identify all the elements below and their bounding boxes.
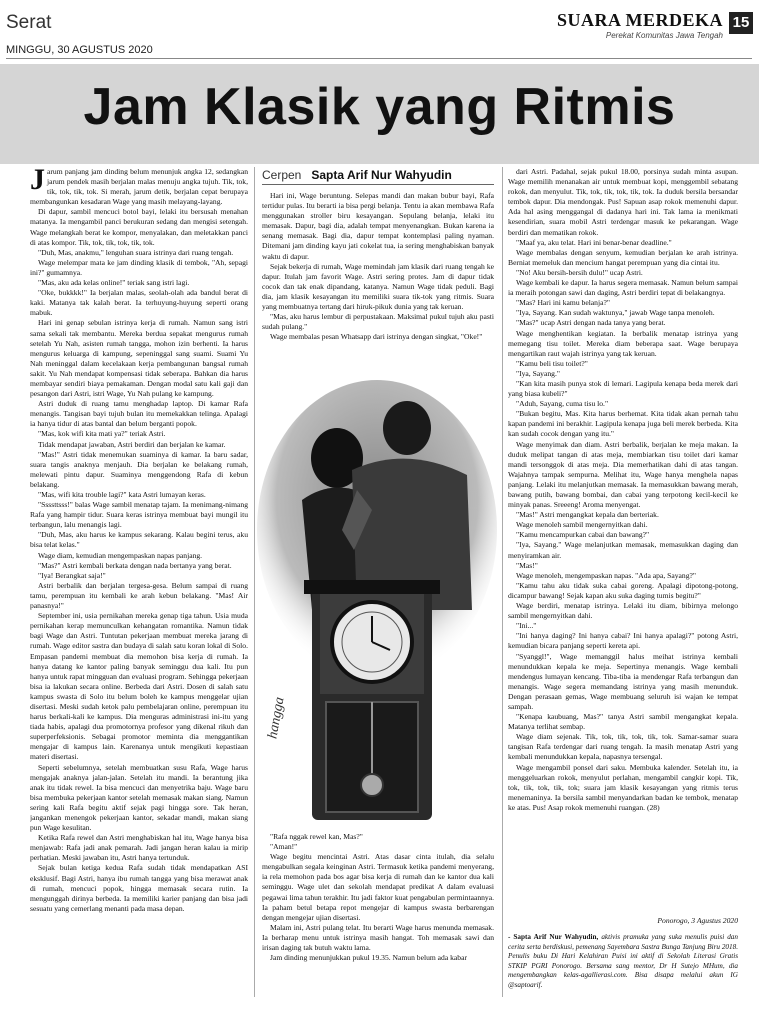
paragraph: Malam ini, Astri pulang telat. Itu berarti Wage harus menunda memasak. Ia berharap menu untuk istrinya masih hangat. Toh memasak sawi dan irisan daging tak butuh waktu lama.: [262, 922, 494, 953]
bio-text: aktivis pramuka yang suka menulis puisi dan cerita serta berdiskusi, pemenang Sayembara Sastra Bunga Tanjung Biru 2018. Penulis buku Di Hari Kelahiran Puisi ini aktif di Sekolah Literasi Gratis STKIP PGRI Ponorogo. Bersama sang mentor, Dr H Sutejo MHum, dia mengembangkan kelas-agallierasi.com. Bisa disapa melalui akun IG @saptoarif.: [508, 933, 738, 989]
paragraph: Astri duduk di ruang tamu menghadap laptop. Di kamar Rafa menangis. Tangisan bayi tujuh bulan itu memekakkan telinga. Apalagi ia hanya tidur di atas bantal dan belum berganti popok.: [30, 399, 248, 429]
paragraph: Wage melempar mata ke jam dinding klasik di tembok, "Ah, sepagi ini?" gumamnya.: [30, 257, 248, 277]
paragraph: "Aman!": [270, 842, 298, 852]
byline-rule: [262, 184, 494, 185]
paragraph: Jarum panjang jam dinding belum menunjuk angka 12, sedangkan jarum pendek masih berjalan malas menuju angka tujuh. Tik, tok, tik, tok, tik, tok. Si merah, jarum detik, berjalan cepat berupaya membangunkan kesadaran Wage yang masih melayang-layang.: [30, 167, 248, 207]
column-2-top: [262, 191, 494, 386]
paragraph: "Mas, aku ada kelas online!" teriak sang istri lagi.: [38, 278, 190, 288]
paragraph: "Iya, Sayang. Kan sudah waktunya," jawab Wage tanpa menoleh.: [516, 308, 715, 318]
paragraph: "Mas, wifi kita trouble lagi?" kata Astri lumayan keras.: [38, 490, 206, 499]
column-3: [508, 167, 738, 987]
paragraph: "Duh, Mas, anakmu," lenguhan suara istrinya dari ruang tengah.: [38, 247, 234, 257]
paragraph: "Mas?" Astri kembali berkata dengan nada bertanya yang berat.: [38, 560, 232, 570]
paragraph: Wage membalas dengan senyum, kemudian berjalan ke arah istrinya. Berniat memeluk dan mencium hangat perempuan yang dia cintai itu.: [508, 247, 738, 267]
paragraph: "Iya, Sayang.": [516, 368, 560, 378]
paragraph: "No! Aku bersih-bersih dulu!" ucap Astri.: [516, 267, 643, 277]
paragraph: "Oke, bukkkk!" Ia berjalan malas, seolah-olah ada bandul berat di kaki. Matanya tak kalah berat. Ia terhuyung-huyung seperti orang mabuk.: [30, 288, 248, 318]
paragraph: "Ini...": [516, 621, 537, 631]
paragraph: Wage diam sejenak. Tik, tok, tik, tok, tik, tok. Samar-samar suara tangisan Rafa terdengar dari ruang tengah. Ia masih menatap Astri yang kembali menundukkan kepala, napasnya tersengal.: [508, 732, 738, 762]
paragraph: Wage berdiri, menatap istrinya. Lelaki itu diam, bibirnya melongo sambil mengernyitkan dahi.: [508, 601, 738, 621]
paragraph: Wage menoleh sambil mengernyitkan dahi.: [516, 520, 648, 530]
paragraph: "Mas!" Astri tidak menemukan suaminya di kamar. Ia baru sadar, suara tangis anaknya menjauh. Dia berjalan ke belakang rumah, melewati pintu dapur. Suaminya menggendong Rafa di kebun belakang.: [30, 449, 248, 489]
paragraph: "Kenapa kaubuang, Mas?" tanya Astri sambil mengangkat kepala. Matanya terlihat sembap.: [508, 712, 738, 732]
pendulum-clock: [304, 580, 440, 820]
paragraph: dari Astri. Padahal, sejak pukul 18.00, porsinya sudah minta asupan. Wage memilih menanakan air untuk membuat kopi, menggembil sebatang rokok, dan menyulut. Tik, tok, tik, tok, tik, tok. Ia duduk bersila bersandar tembok dapur. Dia mendongak. Pus! Sapuan asap rokok memenuhi dapur. Ada hal asing menggangal di dadanya hari ini. Tak lama ia menikmati kesendirian, suara mobil Astri terdengar masuk ke pekarangan. Wage berdiri dan mematikan rokok.: [508, 167, 738, 237]
paragraph: "Kamu tahu aku tidak suka cabai goreng. Apalagi dipotong-potong, dicampur bawang! Sejak kapan aku suka daging tumis begitu?": [508, 580, 738, 600]
author-bio: [508, 933, 738, 1003]
paragraph: "Ini hanya daging? Ini hanya cabai? Ini hanya apalagi?" potong Astri, kemudian bicara panjang seperti kereta api.: [508, 631, 738, 651]
paragraph: Jam dinding menunjukkan pukul 19.35. Namun belum ada kabar: [270, 953, 467, 963]
publication-date: MINGGU, 30 AGUSTUS 2020: [6, 44, 153, 56]
paragraph: Sejak bekerja di rumah, Wage memindah jam klasik dari ruang tengah ke dapur. Itulah jam favorit Wage. Astri sering protes. Jam di dapur tidak cocok dan tak enak dipandang, katanya. Namun Wage tidak peduli. Bagi dia, jam klasik kesayangan itu memiliki suara tik-tok yang ritmis. Suara yang membuatnya tertang dari hiruk-pikuk dunia yang tak keruan.: [262, 261, 494, 312]
paragraph: Wage kembali ke dapur. Ia harus segera memasak. Namun belum sampai ia meraih potongan sawi dan daging, Astri berdiri tepat di belakangnya.: [508, 278, 738, 298]
paragraph: Wage mengambil ponsel dari saku. Membuka kalender. Setelah itu, ia menggeluarkan rokok, menyulut perlahan, mengambil cangkir kopi. Tik, tok, tik, tok, tik, tok; suara jam klasik kesayangan yang ritmis terus menemaninya. Ia bersila sambil menyandarkan badan ke tembok, menatap ke atas. Pus! Asap rokok memenuhi ruangan. (28): [508, 762, 738, 812]
paragraph: "Maaf ya, aku telat. Hari ini benar-benar deadline.": [516, 237, 672, 247]
story-title: Jam Klasik yang Ritmis: [83, 78, 676, 136]
paragraph: Wage menyimak dan diam. Astri berbalik, berjalan ke meja makan. Ia duduk melipat tangan di atas meja, membiarkan tisu toilet dari kamar mandi tersonggok di atas meja. Dia memerhatikan dahi di atas tangan. Wajahnya tampak sempurna. Melihat itu, Wage hanya menghela napas panjang. Lelaki itu melanjutkan memasak. Ia memasukkan bawang merah, bawang putih, bawang bombai, dan cabai yang terpotong kecil-kecil ke minyak panas. Sreeeng! Aroma menyengat.: [508, 439, 738, 510]
paragraph: Hari ini genap sebulan istrinya kerja di rumah. Namun sang istri sama sekali tak membantu. Mereka berdua sepakat mengurus rumah setelah Yu Nah, asisten rumah tangga, mohon izin berhenti. Ia harus mengurus keluarga di kampung, sepeninggal sang suami. Suami Yu Nah meninggal dalam kecelakaan kerja pembangunan bangsal rumah sakit. Yu Nah mendapat kompensasi tidak seberapa. Bahkan dia harus membayar sendiri biaya pemakaman. Dengan modal satu kali gaji dan pesangon dari Astri, istri Wage, Yu Nah pulang ke kampung.: [30, 318, 248, 399]
paragraph: Ketika Rafa rewel dan Astri menghabiskan hal itu, Wage hanya bisa menjawab: Rafa jadi anak pemarah. Jadi jangan heran kalau ia mirip perhatian. Meski jawaban itu, Astri hanya tertunduk.: [30, 833, 248, 863]
paragraph: "Bukan begitu, Mas. Kita harus berhemat. Kita tidak akan pernah tahu kapan pandemi ini berakhir. Lagipula kenapa juga beli merek berbeda. Kita kan sudah cocok dengan yang itu.": [508, 409, 738, 439]
paragraph: "Mas!" Astri mengangkat kepala dan berteriak.: [516, 510, 659, 520]
paragraph: Di dapur, sambil mencuci botol bayi, lelaki itu bersusah menahan matanya. Ia mengambil panci berukuran sedang dan mengisi setengah. Wage melangkah berat ke kompor, menyalakan, dan meletakkan panci di atas kompor. Tik, tok, tik, tok, tik, tok.: [30, 207, 248, 247]
paragraph: "Kan kita masih punya stok di lemari. Lagipula kenapa beda merek dari yang biasa kubeli?": [508, 378, 738, 399]
paragraph: "Syanggl!", Wage memanggil halus meihat istrinya kembali menundukkan kepala ke meja. Sepertinya menangis. Wage kembali mendengus lumayan kencang. Tiba-tiba ia mendengar Rafa terbangun dan menangis. Wage segera memandang istrinya yang masih menunduk. Dengan perasaan gemas, Wage membuang seluruh isi wajan ke tempat sampah.: [508, 651, 738, 711]
story-signoff: Ponorogo, 3 Agustus 2020: [657, 916, 738, 925]
byline-author: Sapta Arif Nur Wahyudin: [311, 168, 452, 182]
paragraph: "Iya! Berangkat saja!": [38, 570, 106, 580]
paragraph: Wage begitu mencintai Astri. Atas dasar cinta itulah, dia selalu mengabulkan segala keinginan Astri. Termasuk ketika pandemi menyerang, ia rela memohon pada bos agar bisa kerja di rumah dan ke kantor dua kali seminggu. Wage ulet dan sekolah mendapat predikat A dalam evaluasi pegawai lima tahun terakhir. Itu jadi faktor kuat pengabulan permintaannya. Ia paham betul betapa repot mengejar di kampus swasta berbarengan dengan mengejar ujian disertasi.: [262, 852, 494, 922]
newspaper-name: SUARA MERDEKA: [556, 10, 723, 30]
paragraph: "Mas, kok wifi kita mati ya?" teriak Astri.: [38, 429, 166, 439]
column-2-bottom: [262, 832, 494, 997]
paragraph: Hari ini, Wage beruntung. Selepas mandi dan makan bubur bayi, Rafa tertidur pulas. Itu berarti ia bisa pergi belanja. Tentu ia akan membawa Rafa menggunakan stroller biru kesayangan. Sepulang belanja, lelaki itu memasak. Dapur, bagi dia, adalah tempat menyenangkan. Bukan karena ia senang memasak. Bagi dia, dapur tempat kontemplasi paling nyaman. Ditemani jam dinding kayu jati cokelat tua, ia sering menghabiskan banyak waktu di dapur.: [262, 191, 494, 261]
illustrator-signature: hangga: [265, 695, 288, 740]
paragraph: "Rafa nggak rewel kan, Mas?": [270, 832, 363, 841]
paragraph: Wage diam, kemudian mengempaskan napas panjang.: [38, 550, 203, 560]
paragraph: "Ssssttsss!" balas Wage sambil menatap tajam. Ia menimang-nimang Rafa yang hampir tidur. Suara keras istrinya membuat bayi mungil itu terbangun, lalu menangis lagi.: [30, 500, 248, 530]
illustration-couple-clock: [242, 380, 504, 830]
paragraph: "Duh, Mas, aku harus ke kampus sekarang. Kalau begini terus, aku bisa telat kelas.": [30, 530, 248, 550]
header-rule: [6, 58, 752, 59]
paragraph: "Aduh, Sayang, cuma tisu lo.": [516, 399, 609, 409]
page-number: 15: [729, 12, 753, 34]
bio-author: - Sapta Arif Nur Wahyudin,: [508, 933, 599, 941]
byline-label: Cerpen: [262, 168, 302, 182]
page-header: [0, 0, 759, 60]
paragraph: "Mas, aku harus lembur di perpustakaan. Maksimal pukul tujuh aku pasti sudah pulang.": [262, 312, 494, 332]
paragraph: Wage menghentikan kegiatan. Ia berbalik menatap istrinya yang memegang tisu toilet. Mereka diam beberapa saat. Wage berupaya mengartikan raut wajah istrinya yang tak keruan.: [508, 328, 738, 358]
paragraph: Seperti sebelumnya, setelah membuatkan susu Rafa, Wage harus mengajak anaknya jalan-jalan. Setelah itu mandi. Ia berantung jika anak itu tidak rewel. Ia bisa mencuci dan menyetrika baju. Wage baru bisa membuka pekerjaan kantor setelah memasak makan siang. Namun sering kali Rafa begitu aktif sejak pagi hingga sore. Tak heran, jangankan menengok pekerjaan kantor, sekadar mandi, makan siang pun Wage kesulitan.: [30, 762, 248, 833]
paragraph: "Mas? Hari ini kamu belanja?": [516, 298, 610, 308]
paragraph: Wage membalas pesan Whatsapp dari istrinya dengan singkat, "Oke!": [270, 332, 483, 342]
paragraph: "Iya, Sayang." Wage melanjutkan memasak, memasukkan daging dan menyiramkan air.: [508, 540, 738, 560]
column-1: [30, 167, 248, 995]
masthead: [557, 10, 723, 40]
paragraph: Astri berbalik dan berjalan tergesa-gesa. Belum sampai di ruang tamu, perempuan itu kembali ke arah kebun belakang. "Mas! Air panasnya!": [30, 580, 248, 611]
paragraph: "Mas?" ucap Astri dengan nada tanya yang berat.: [516, 318, 666, 328]
paragraph: Sejak bulan ketiga kedua Rafa sudah tidak mendapatkan ASI eksklusif. Bagi Astri, hanya ibu rumah tangga yang bisa merawat anak di rumah, mencuci popok, hingga memasak secara rutin. Ia mengunggah dirinya berbeda. Ia memiliki karier panjang dan bisa jadi sesuatu yang cemerlang menanti pada masa depan.: [30, 863, 248, 913]
paragraph: Wage menoleh, mengempaskan napas. "Ada apa, Sayang?": [516, 570, 696, 580]
drop-cap: J: [30, 167, 45, 196]
paragraph: "Kamu beli tisu toilet?": [516, 358, 588, 368]
paragraph: "Kamu mencampurkan cabai dan bawang?": [516, 530, 650, 540]
newspaper-tagline: Perekat Komunitas Jawa Tengah: [605, 31, 723, 40]
paragraph: Tidak mendapat jawaban, Astri berdiri dan berjalan ke kamar.: [38, 439, 226, 449]
paragraph: September ini, usia pernikahan mereka genap tiga tahun. Usia muda pernikahan kerap memunculkan kehangatan romantika. Namun tidak bagi Wage dan Astri. Tuntutan pekerjaan membuat mereka jarang di rumah. Wage editor sastra dan budaya di salah satu koran lokal di Solo. Empasan pandemi membuat dia memohon bisa kerja di rumah. Ia hanya datang ke kantor paling banyak seminggu dua kali. Itu pun hanya untuk rapat mingguan dan evaluasi program. Sehingga pekerjaan bisa ia lakukan secara online. Berbeda dari Astri. Dosen di salah satu kampus swasta di Solo itu belum boleh ke kampus menggelar ujian disertasi. Meski sudah ketok palu pembelajaran online, perempuan itu harus berkali-kali ke kampus. Dia menguras administrasi ini-itu yang tiada habis, apalagi dua promotornya profesor yang dikenal rikuh dan superperfeksionis. Sebagai promotor meminta dia menggantikan mengajar di kampus lain. Karenanya untuk mengikuti kepastiaan materi disertasi.: [30, 611, 248, 762]
section-label: Serat: [6, 12, 52, 33]
column-divider-1: [254, 167, 255, 997]
column-divider-2: [502, 167, 503, 997]
paragraph: "Mas!": [516, 560, 538, 570]
byline: [262, 168, 494, 182]
